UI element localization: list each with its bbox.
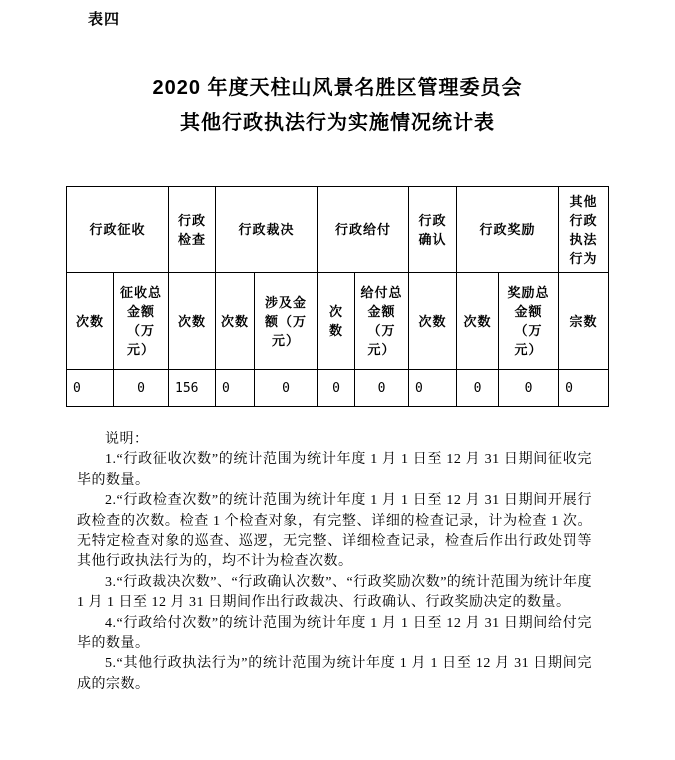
note-item-5: 5.“其他行政执法行为”的统计范围为统计年度 1 月 1 日至 12 月 31 日期间完成的宗数。 xyxy=(77,656,592,692)
subheader-collection-count: 次数 xyxy=(67,273,114,370)
note-item-4: 4.“行政给付次数”的统计范围为统计年度 1 月 1 日至 12 月 31 日期间给付完毕的数量。 xyxy=(77,615,592,652)
title-line-1: 2020 年度天柱山风景名胜区管理委员会 xyxy=(152,77,523,99)
subheader-collection-amount: 征收总金额（万元） xyxy=(114,273,169,370)
subheader-ruling-count: 次数 xyxy=(216,273,255,370)
value-confirmation-count: 0 xyxy=(409,370,457,407)
note-item-2: 2.“行政检查次数”的统计范围为统计年度 1 月 1 日至 12 月 31 日期间开展行政检查的次数。检查 1 个检查对象，有完整、详细的检查记录，计为检查 1 次。无特定检查对象的巡查、巡逻，无完整、详细检查记录，检查后作出行政处罚等其他行政执法行为的，均不计为检查次数。 xyxy=(77,493,592,570)
subheader-reward-count: 次数 xyxy=(457,273,499,370)
group-admin-reward: 行政奖励 xyxy=(457,187,559,273)
note-item-3: 3.“行政裁决次数”、“行政确认次数”、“行政奖励次数”的统计范围为统计年度 1 月 1 日至 12 月 31 日期间作出行政裁决、行政确认、行政奖励决定的数量。 xyxy=(77,574,592,611)
subheader-other-case-count: 宗数 xyxy=(559,273,609,370)
notes-heading: 说明： xyxy=(105,432,149,447)
value-collection-amount: 0 xyxy=(114,370,169,407)
value-reward-count: 0 xyxy=(457,370,499,407)
notes-section xyxy=(77,430,592,695)
group-admin-payment: 行政给付 xyxy=(318,187,409,273)
group-admin-confirmation: 行政确认 xyxy=(409,187,457,273)
group-admin-collection: 行政征收 xyxy=(67,187,169,273)
subheader-reward-amount: 奖励总金额（万元） xyxy=(499,273,559,370)
document-title xyxy=(0,71,675,141)
statistics-table xyxy=(66,186,609,407)
subheader-ruling-amount: 涉及金额（万元） xyxy=(255,273,318,370)
group-admin-ruling: 行政裁决 xyxy=(216,187,318,273)
table-sub-header-row xyxy=(67,273,609,370)
table-data-row xyxy=(67,370,609,407)
value-ruling-count: 0 xyxy=(216,370,255,407)
subheader-payment-amount: 给付总金额（万元） xyxy=(355,273,409,370)
subheader-payment-count: 次数 xyxy=(318,273,355,370)
note-item-1: 1.“行政征收次数”的统计范围为统计年度 1 月 1 日至 12 月 31 日期间征收完毕的数量。 xyxy=(77,452,592,488)
title-line-2: 其他行政执法行为实施情况统计表 xyxy=(180,112,495,134)
group-admin-inspection: 行政检查 xyxy=(169,187,216,273)
value-collection-count: 0 xyxy=(67,370,114,407)
subheader-confirmation-count: 次数 xyxy=(409,273,457,370)
table-group-header-row xyxy=(67,187,609,273)
table-number-label: 表四 xyxy=(88,11,121,28)
value-payment-count: 0 xyxy=(318,370,355,407)
value-ruling-amount: 0 xyxy=(255,370,318,407)
value-payment-amount: 0 xyxy=(355,370,409,407)
value-other-case-count: 0 xyxy=(559,370,609,407)
value-inspection-count: 156 xyxy=(169,370,216,407)
value-reward-amount: 0 xyxy=(499,370,559,407)
group-other-enforcement: 其他行政执法行为 xyxy=(559,187,609,273)
subheader-inspection-count: 次数 xyxy=(169,273,216,370)
